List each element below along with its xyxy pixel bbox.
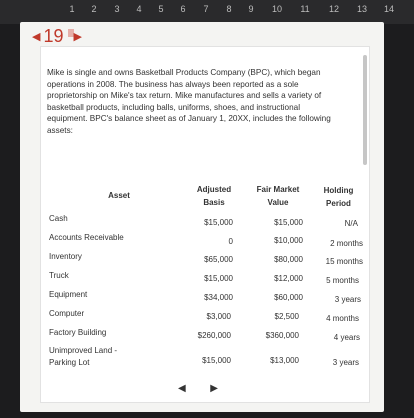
scrollbar[interactable] [363, 55, 367, 165]
header-asset: Asset [108, 191, 130, 200]
header-adjusted-basis [184, 183, 244, 209]
page-4[interactable]: 4 [136, 4, 142, 14]
header-holding-line2: Period [326, 199, 351, 208]
table-cell-holding: 4 years [333, 333, 360, 342]
page-9[interactable]: 9 [248, 4, 254, 14]
table-cell-fmv: $60,000 [274, 293, 303, 302]
header-fmv-line2: Value [267, 198, 289, 207]
header-basis-line2: Basis [203, 198, 225, 207]
table-cell-holding: 3 years [332, 358, 359, 367]
table-cell-asset: Cash [49, 214, 68, 223]
left-arrow-icon[interactable]: ◀ [178, 383, 186, 394]
page-6[interactable]: 6 [180, 4, 186, 14]
table-cell-holding: 4 months [326, 314, 359, 323]
page-7[interactable]: 7 [203, 4, 209, 14]
table-cell-fmv: $360,000 [265, 331, 299, 340]
page-1[interactable]: 1 [69, 4, 75, 14]
table-cell-holding: 3 years [334, 295, 361, 304]
question-card [20, 22, 384, 412]
table-cell-fmv: $15,000 [274, 218, 303, 227]
table-cell-fmv: $80,000 [274, 255, 303, 264]
page-8[interactable]: 8 [226, 4, 232, 14]
header-fmv-line1: Fair Market [256, 185, 300, 194]
table-cell-fmv: $12,000 [274, 274, 303, 283]
header-holding-period [311, 184, 366, 210]
page-2[interactable]: 2 [91, 4, 97, 14]
header-holding-line1: Holding [323, 186, 354, 195]
table-cell-fmv: $13,000 [270, 356, 299, 365]
table-cell-basis: $34,000 [204, 293, 233, 302]
question-number: 19 [43, 25, 64, 46]
table-cell-asset: Equipment [49, 290, 88, 299]
next-question-icon[interactable]: ▶ [73, 30, 82, 43]
page-14[interactable]: 14 [383, 4, 395, 14]
table-cell-asset: Factory Building [49, 328, 107, 337]
question-navigator [32, 25, 82, 47]
content-pager [178, 383, 218, 397]
table-cell-asset: Unimproved Land - Parking Lot [49, 346, 118, 367]
page-3[interactable]: 3 [114, 4, 120, 14]
table-cell-basis: $15,000 [202, 356, 231, 365]
table-cell-asset: Computer [49, 309, 85, 318]
header-fair-market-value [243, 183, 313, 209]
table-cell-asset: Accounts Receivable [49, 233, 124, 242]
page-12[interactable]: 12 [328, 4, 340, 14]
table-cell-basis: $260,000 [197, 331, 231, 340]
table-cell-holding: 5 months [326, 276, 359, 285]
right-arrow-icon[interactable]: ▶ [210, 383, 218, 394]
page-10[interactable]: 10 [271, 4, 283, 14]
prev-question-icon[interactable]: ◀ [32, 30, 41, 43]
table-cell-basis: $15,000 [204, 218, 233, 227]
page-5[interactable]: 5 [158, 4, 164, 14]
table-cell-fmv: $10,000 [274, 236, 303, 245]
table-cell-asset: Truck [49, 271, 69, 280]
page-13[interactable]: 13 [356, 4, 368, 14]
table-cell-basis: $3,000 [206, 312, 231, 321]
page-11[interactable]: 11 [300, 4, 310, 14]
table-cell-fmv: $2,500 [274, 312, 299, 321]
table-cell-asset: Inventory [49, 252, 82, 261]
problem-content [40, 46, 370, 403]
problem-text: Mike is single and owns Basketball Products Company (BPC), which began operations in 2008. The business has always been reported as a sole proprietorship on Mike's tax return. Mike manufactures and sells a variety of basketball products, including balls, uniforms, shoes, and instructional equipment. BPC's balance sheet as of January 1, 20XX, includes the following assets: [47, 68, 331, 135]
table-cell-holding: 15 months [325, 257, 363, 266]
table-cell-holding: 2 months [330, 239, 363, 248]
header-basis-line1: Adjusted [196, 185, 232, 194]
table-cell-basis: 0 [228, 237, 233, 246]
table-cell-basis: $65,000 [204, 255, 233, 264]
table-cell-holding: N/A [344, 219, 358, 228]
page-number-bar [0, 0, 414, 24]
table-cell-basis: $15,000 [204, 274, 233, 283]
